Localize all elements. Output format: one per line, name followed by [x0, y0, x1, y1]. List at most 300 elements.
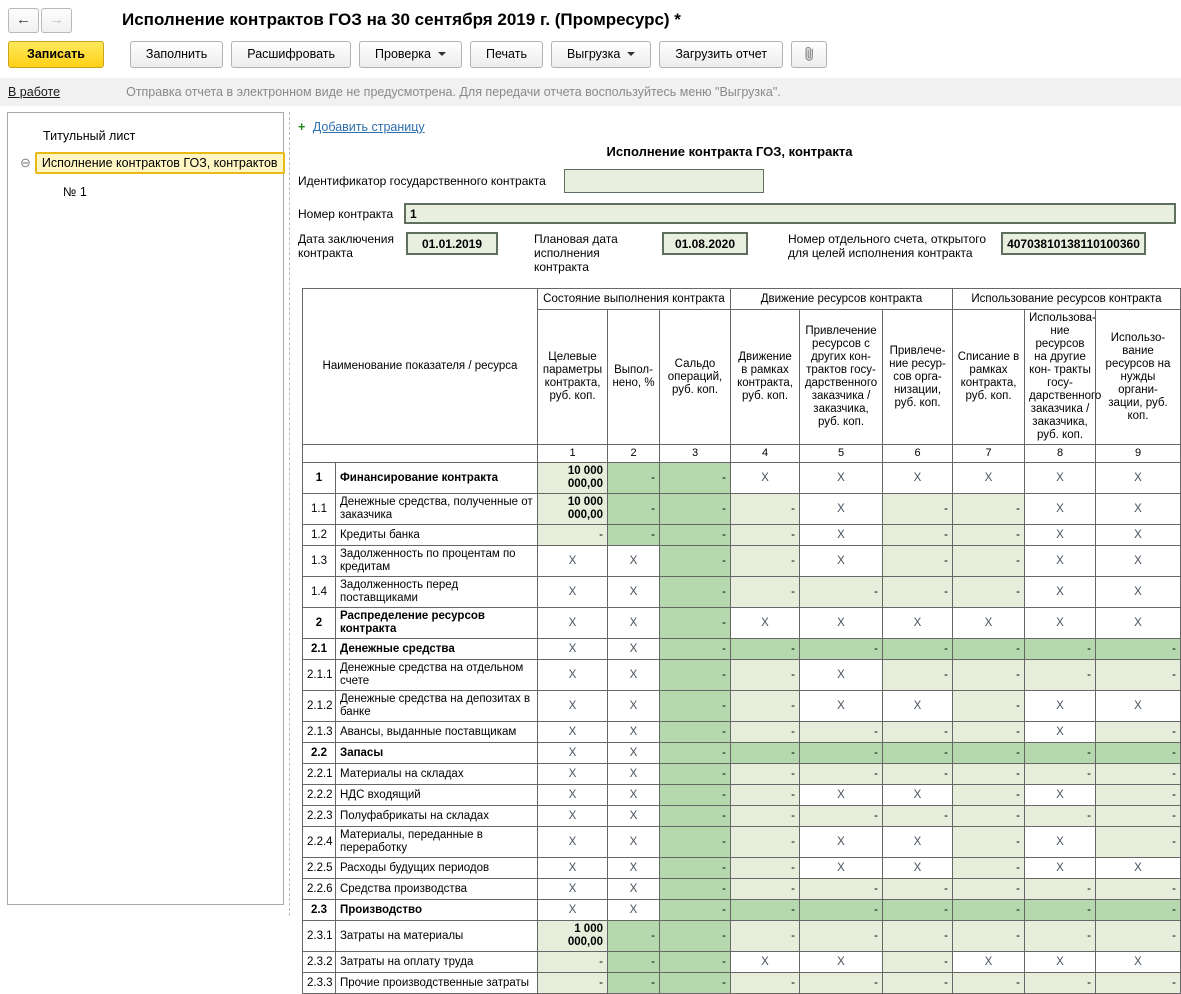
account-field[interactable]: 40703810138110100360: [1001, 232, 1146, 255]
row-name: Средства производства: [335, 879, 537, 900]
table-cell: X: [608, 722, 660, 743]
column-header: Движение в рамках контракта, руб. коп.: [731, 310, 800, 445]
table-cell[interactable]: -: [731, 827, 800, 858]
planned-date-field[interactable]: 01.08.2020: [662, 232, 748, 255]
table-cell: -: [608, 921, 660, 952]
table-cell[interactable]: -: [883, 806, 953, 827]
table-cell[interactable]: 10 000 000,00: [538, 494, 608, 525]
sidebar-item-contracts-label: Исполнение контрактов ГОЗ, контрактов: [35, 152, 285, 174]
table-cell: -: [1096, 900, 1181, 921]
table-cell: X: [538, 743, 608, 764]
table-cell[interactable]: -: [1025, 973, 1096, 994]
row-number: 2.1.3: [302, 722, 335, 743]
sidebar-item-page-1[interactable]: № 1: [63, 185, 87, 199]
column-header: Целевые параметры контракта, руб. коп.: [538, 310, 608, 445]
table-cell: X: [800, 525, 883, 546]
forward-button[interactable]: [41, 8, 72, 33]
table-cell[interactable]: -: [1096, 973, 1181, 994]
table-cell: X: [1096, 577, 1181, 608]
row-name: Прочие производственные затраты: [335, 973, 537, 994]
table-cell[interactable]: -: [731, 879, 800, 900]
table-cell: X: [608, 764, 660, 785]
table-cell: X: [953, 952, 1025, 973]
table-cell: -: [1096, 639, 1181, 660]
table-cell: X: [608, 879, 660, 900]
column-header: Привлече- ние ресур- сов орга- низации, руб. коп.: [883, 310, 953, 445]
table-cell[interactable]: -: [800, 806, 883, 827]
add-page-row: [298, 120, 1181, 134]
table-cell: -: [608, 494, 660, 525]
row-name: Кредиты банка: [335, 525, 537, 546]
row-name: Материалы на складах: [335, 764, 537, 785]
table-cell[interactable]: -: [800, 973, 883, 994]
table-cell: X: [1096, 952, 1181, 973]
table-row: [302, 608, 1180, 639]
row-number: 2.1.2: [302, 691, 335, 722]
forward-arrow-icon: →: [49, 10, 64, 28]
table-cell: X: [883, 785, 953, 806]
table-cell: X: [1096, 525, 1181, 546]
table-cell: -: [660, 973, 731, 994]
row-number: 2.2: [302, 743, 335, 764]
table-row: [302, 525, 1180, 546]
table-cell[interactable]: -: [1025, 764, 1096, 785]
table-cell: X: [800, 952, 883, 973]
contract-number-row: [298, 203, 1181, 224]
table-cell: -: [660, 743, 731, 764]
table-cell: X: [731, 952, 800, 973]
table-cell: X: [800, 608, 883, 639]
table-cell: X: [608, 785, 660, 806]
table-cell[interactable]: -: [883, 660, 953, 691]
check-menu-label: Проверка: [375, 47, 432, 61]
table-cell: -: [660, 494, 731, 525]
table-cell[interactable]: 1 000 000,00: [538, 921, 608, 952]
table-cell: X: [538, 660, 608, 691]
table-cell: X: [538, 858, 608, 879]
table-cell: -: [660, 639, 731, 660]
toolbar: [0, 36, 1181, 72]
table-cell: X: [883, 858, 953, 879]
table-cell[interactable]: -: [953, 785, 1025, 806]
table-cell: X: [538, 608, 608, 639]
column-header: Списание в рамках контракта, руб. коп.: [953, 310, 1025, 445]
table-cell[interactable]: -: [731, 660, 800, 691]
table-cell: X: [1096, 691, 1181, 722]
row-number: 2.2.2: [302, 785, 335, 806]
table-row: [302, 952, 1180, 973]
table-cell: -: [1025, 743, 1096, 764]
paperclip-icon: [801, 45, 817, 63]
table-cell[interactable]: -: [538, 973, 608, 994]
table-cell: X: [800, 691, 883, 722]
table-cell: X: [731, 463, 800, 494]
column-number: 2: [608, 445, 660, 463]
status-message: Отправка отчета в электронном виде не предусмотрена. Для передачи отчета воспользуйтесь меню "Выгрузка".: [126, 85, 781, 99]
table-cell[interactable]: -: [883, 722, 953, 743]
table-cell: X: [1025, 463, 1096, 494]
table-cell[interactable]: -: [800, 764, 883, 785]
table-cell[interactable]: -: [953, 494, 1025, 525]
contract-number-label: Номер контракта: [297, 206, 394, 221]
column-number-spacer: [302, 445, 537, 463]
row-name: Авансы, выданные поставщикам: [335, 722, 537, 743]
back-arrow-icon: ←: [16, 10, 31, 28]
table-cell[interactable]: -: [731, 858, 800, 879]
column-number: 5: [800, 445, 883, 463]
table-cell: X: [800, 463, 883, 494]
table-cell[interactable]: -: [1025, 806, 1096, 827]
table-cell: X: [953, 463, 1025, 494]
dates-row: [298, 232, 1181, 274]
row-number: 2.1.1: [302, 660, 335, 691]
table-cell[interactable]: -: [1096, 827, 1181, 858]
table-cell: -: [660, 660, 731, 691]
table-cell: -: [608, 973, 660, 994]
table-cell[interactable]: -: [731, 785, 800, 806]
table-cell: X: [608, 806, 660, 827]
table-cell[interactable]: -: [953, 827, 1025, 858]
table-cell: -: [660, 827, 731, 858]
table-cell: X: [800, 858, 883, 879]
column-number: 6: [883, 445, 953, 463]
table-cell[interactable]: -: [731, 921, 800, 952]
plus-icon: +: [297, 120, 306, 134]
column-group-header: Движение ресурсов контракта: [731, 289, 953, 310]
table-cell: X: [883, 608, 953, 639]
table-cell[interactable]: -: [883, 973, 953, 994]
table-cell: X: [800, 546, 883, 577]
identifier-label: Идентификатор государственного контракта: [297, 174, 546, 188]
table-cell: -: [731, 743, 800, 764]
table-cell: X: [538, 879, 608, 900]
decrypt-button[interactable]: Расшифровать: [231, 41, 351, 68]
table-cell: X: [608, 639, 660, 660]
table-cell: -: [660, 858, 731, 879]
table-cell: -: [731, 639, 800, 660]
row-number: 2.2.4: [302, 827, 335, 858]
table-cell: X: [1025, 827, 1096, 858]
table-cell: -: [660, 546, 731, 577]
table-row: [302, 785, 1180, 806]
table-cell[interactable]: -: [953, 764, 1025, 785]
content-area: [0, 106, 1181, 989]
column-header: Использова- ние ресурсов на другие кон- тракты госу- дарственного заказчика / заказчика, руб. коп.: [1025, 310, 1096, 445]
row-name: Денежные средства, полученные от заказчика: [335, 494, 537, 525]
table-cell[interactable]: -: [1025, 879, 1096, 900]
check-menu-button[interactable]: [359, 41, 462, 68]
table-cell: -: [660, 921, 731, 952]
dropdown-caret-icon: [627, 52, 635, 56]
table-cell: X: [1025, 785, 1096, 806]
column-number: 7: [953, 445, 1025, 463]
table-cell: X: [608, 660, 660, 691]
table-row: [302, 546, 1180, 577]
export-menu-button[interactable]: [551, 41, 651, 68]
table-cell: X: [1025, 952, 1096, 973]
table-cell[interactable]: -: [883, 546, 953, 577]
table-cell: X: [538, 806, 608, 827]
table-cell[interactable]: -: [800, 722, 883, 743]
table-cell[interactable]: -: [953, 546, 1025, 577]
table-cell[interactable]: -: [800, 879, 883, 900]
table-cell[interactable]: -: [953, 577, 1025, 608]
column-number: 4: [731, 445, 800, 463]
table-cell: -: [608, 525, 660, 546]
table-row: [302, 806, 1180, 827]
table-row: [302, 691, 1180, 722]
table-cell[interactable]: -: [731, 546, 800, 577]
table-row: [302, 660, 1180, 691]
contract-number-field[interactable]: 1: [404, 203, 1176, 224]
table-cell[interactable]: -: [731, 525, 800, 546]
table-cell[interactable]: 10 000 000,00: [538, 463, 608, 494]
table-cell[interactable]: -: [1096, 722, 1181, 743]
column-header: Использо- вание ресурсов на нужды органи- зации, руб. коп.: [1096, 310, 1181, 445]
table-cell: X: [800, 660, 883, 691]
table-cell[interactable]: -: [800, 921, 883, 952]
table-row: [302, 900, 1180, 921]
date-signed-label: Дата заключения контракта: [297, 232, 394, 260]
table-cell: -: [953, 639, 1025, 660]
row-name: Распределение ресурсов контракта: [335, 608, 537, 639]
row-number: 2: [302, 608, 335, 639]
table-cell[interactable]: -: [1096, 764, 1181, 785]
row-name: Производство: [335, 900, 537, 921]
table-cell[interactable]: -: [1096, 806, 1181, 827]
page-title: Исполнение контрактов ГОЗ на 30 сентября 2019 г. (Промресурс) *: [122, 10, 681, 29]
load-report-button[interactable]: Загрузить отчет: [659, 41, 783, 68]
row-number: 1.4: [302, 577, 335, 608]
column-number: 8: [1025, 445, 1096, 463]
table-cell: X: [608, 577, 660, 608]
table-cell[interactable]: -: [883, 577, 953, 608]
table-cell: -: [883, 900, 953, 921]
date-signed-field[interactable]: 01.01.2019: [406, 232, 498, 255]
table-cell: -: [800, 743, 883, 764]
table-cell: -: [660, 463, 731, 494]
print-button[interactable]: Печать: [470, 41, 543, 68]
row-name: Затраты на оплату труда: [335, 952, 537, 973]
table-cell[interactable]: -: [731, 806, 800, 827]
table-cell[interactable]: -: [953, 525, 1025, 546]
table-cell: X: [883, 691, 953, 722]
table-row: [302, 764, 1180, 785]
table-cell: -: [608, 463, 660, 494]
title-bar: [0, 0, 1181, 36]
table-cell[interactable]: -: [883, 879, 953, 900]
table-cell[interactable]: -: [538, 952, 608, 973]
table-cell: X: [1096, 608, 1181, 639]
report-state-link[interactable]: В работе: [8, 85, 61, 99]
table-cell[interactable]: -: [1096, 785, 1181, 806]
row-name: Материалы, переданные в переработку: [335, 827, 537, 858]
table-row: [302, 827, 1180, 858]
table-cell: X: [608, 858, 660, 879]
table-cell: X: [538, 639, 608, 660]
table-cell[interactable]: -: [953, 722, 1025, 743]
table-cell: X: [608, 608, 660, 639]
row-name: Запасы: [335, 743, 537, 764]
table-cell: X: [800, 785, 883, 806]
table-cell: -: [660, 691, 731, 722]
row-name: Затраты на материалы: [335, 921, 537, 952]
table-cell[interactable]: -: [883, 494, 953, 525]
table-cell[interactable]: -: [731, 494, 800, 525]
table-cell[interactable]: -: [731, 722, 800, 743]
table-cell: -: [731, 900, 800, 921]
sidebar-item-contracts[interactable]: [8, 149, 283, 177]
identifier-row: [298, 169, 1181, 193]
table-cell: X: [953, 608, 1025, 639]
table-cell[interactable]: -: [1025, 660, 1096, 691]
table-cell: -: [660, 785, 731, 806]
save-button[interactable]: Записать: [8, 41, 104, 68]
table-cell: X: [1096, 858, 1181, 879]
row-name: Денежные средства на депозитах в банке: [335, 691, 537, 722]
table-cell: X: [538, 785, 608, 806]
account-label: Номер отдельного счета, открытого для целей исполнения контракта: [787, 232, 987, 260]
table-cell[interactable]: -: [731, 577, 800, 608]
table-cell[interactable]: -: [883, 921, 953, 952]
table-cell[interactable]: -: [538, 525, 608, 546]
row-name: Денежные средства: [335, 639, 537, 660]
table-row: [302, 973, 1180, 994]
add-page-link[interactable]: Добавить страницу: [312, 120, 425, 134]
table-cell: X: [608, 743, 660, 764]
column-group-header: Использование ресурсов контракта: [953, 289, 1181, 310]
table-cell: X: [608, 827, 660, 858]
table-cell[interactable]: -: [1096, 660, 1181, 691]
section-title: Исполнение контракта ГОЗ, контракта: [606, 144, 853, 159]
attachments-button[interactable]: [791, 41, 827, 68]
table-cell: -: [1025, 639, 1096, 660]
row-number: 2.2.6: [302, 879, 335, 900]
table-cell: X: [608, 691, 660, 722]
table-cell: -: [660, 525, 731, 546]
row-number: 1.1: [302, 494, 335, 525]
table-cell: -: [800, 900, 883, 921]
table-cell[interactable]: -: [883, 525, 953, 546]
table-row: [302, 858, 1180, 879]
status-bar: [0, 78, 1181, 106]
table-cell[interactable]: -: [1096, 921, 1181, 952]
table-cell[interactable]: -: [953, 973, 1025, 994]
table-cell: X: [538, 900, 608, 921]
table-cell[interactable]: -: [1025, 921, 1096, 952]
table-cell[interactable]: -: [953, 660, 1025, 691]
table-cell[interactable]: -: [953, 858, 1025, 879]
identifier-field[interactable]: [564, 169, 764, 193]
table-cell: -: [660, 900, 731, 921]
column-group-header: Состояние выполнения контракта: [538, 289, 731, 310]
table-cell: -: [953, 900, 1025, 921]
row-number: 2.3.1: [302, 921, 335, 952]
table-cell: X: [1025, 858, 1096, 879]
row-name: НДС входящий: [335, 785, 537, 806]
table-cell: X: [1096, 546, 1181, 577]
table-cell[interactable]: -: [731, 691, 800, 722]
table-cell: X: [1025, 608, 1096, 639]
column-header: Привлечение ресурсов с других кон- трактов госу- дарственного заказчика / заказчика, руб. коп.: [800, 310, 883, 445]
column-number: 1: [538, 445, 608, 463]
planned-date-label: Плановая дата исполнения контракта: [533, 232, 618, 274]
fill-button[interactable]: Заполнить: [130, 41, 223, 68]
table-cell: X: [800, 494, 883, 525]
table-cell: X: [538, 764, 608, 785]
table-cell[interactable]: -: [953, 921, 1025, 952]
column-number: 3: [660, 445, 731, 463]
table-cell: -: [660, 879, 731, 900]
column-number: 9: [1096, 445, 1181, 463]
table-row: [302, 879, 1180, 900]
row-number: 1: [302, 463, 335, 494]
table-row: [302, 743, 1180, 764]
table-cell: -: [1096, 743, 1181, 764]
row-number: 2.2.5: [302, 858, 335, 879]
table-cell[interactable]: -: [883, 952, 953, 973]
table-cell[interactable]: -: [731, 973, 800, 994]
table-cell: X: [538, 691, 608, 722]
table-row: [302, 921, 1180, 952]
table-cell: X: [800, 827, 883, 858]
table-row: [302, 463, 1180, 494]
table-cell[interactable]: -: [731, 764, 800, 785]
table-cell: X: [1025, 722, 1096, 743]
table-cell: X: [538, 546, 608, 577]
table-cell: -: [660, 608, 731, 639]
column-header: Выпол- нено, %: [608, 310, 660, 445]
nav-buttons: [8, 8, 72, 33]
row-number: 2.3: [302, 900, 335, 921]
table-cell: -: [660, 952, 731, 973]
sidebar-item-title-page[interactable]: Титульный лист: [43, 129, 136, 143]
table-row: [302, 639, 1180, 660]
table-cell: X: [538, 722, 608, 743]
back-button[interactable]: [8, 8, 39, 33]
row-name: Финансирование контракта: [335, 463, 537, 494]
table-cell[interactable]: -: [953, 879, 1025, 900]
table-cell: -: [1025, 900, 1096, 921]
table-cell: X: [883, 463, 953, 494]
table-cell[interactable]: -: [800, 577, 883, 608]
table-cell: -: [660, 806, 731, 827]
table-row: [302, 494, 1180, 525]
table-cell[interactable]: -: [1096, 879, 1181, 900]
table-cell[interactable]: -: [883, 764, 953, 785]
name-column-header: Наименование показателя / ресурса: [302, 289, 537, 445]
table-cell: -: [660, 577, 731, 608]
row-name: Расходы будущих периодов: [335, 858, 537, 879]
row-number: 1.2: [302, 525, 335, 546]
report-table: [302, 288, 1181, 994]
table-cell: X: [608, 900, 660, 921]
table-cell: -: [953, 743, 1025, 764]
row-name: Задолженность перед поставщиками: [335, 577, 537, 608]
row-number: 1.3: [302, 546, 335, 577]
row-number: 2.3.3: [302, 973, 335, 994]
collapse-icon[interactable]: ⊖: [20, 155, 31, 170]
table-cell: X: [1025, 494, 1096, 525]
table-cell[interactable]: -: [953, 691, 1025, 722]
table-cell: -: [660, 764, 731, 785]
table-cell: X: [1025, 546, 1096, 577]
table-cell: X: [1096, 494, 1181, 525]
row-number: 2.2.1: [302, 764, 335, 785]
table-cell: -: [883, 743, 953, 764]
table-cell[interactable]: -: [953, 806, 1025, 827]
dropdown-caret-icon: [438, 52, 446, 56]
